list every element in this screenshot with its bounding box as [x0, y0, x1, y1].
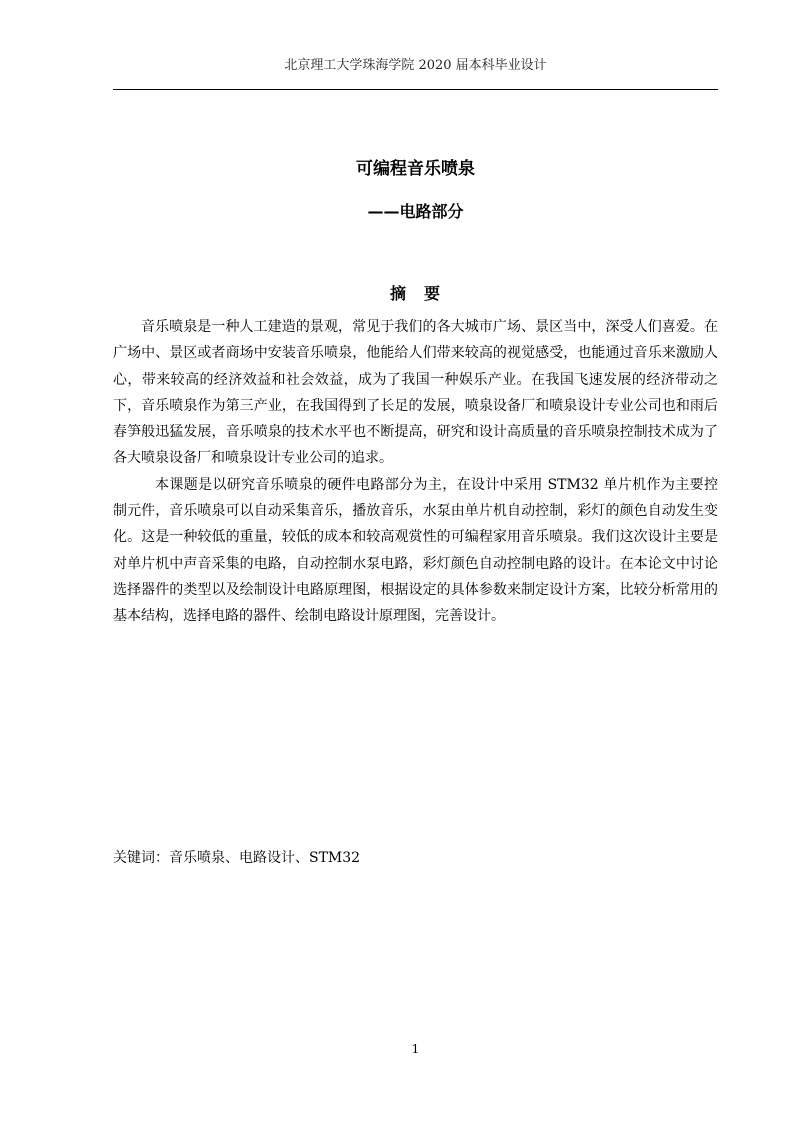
- abstract-body: [113, 314, 718, 630]
- keywords-line: 关键词：音乐喷泉、电路设计、STM32: [113, 850, 361, 866]
- abstract-paragraph-1: 音乐喷泉是一种人工建造的景观，常见于我们的各大城市广场、景区当中，深受人们喜爱。在广场中、景区或者商场中安装音乐喷泉，他能给人们带来较高的视觉感受，也能通过音乐来激励人心，带来较高的经济效益和社会效益，成为了我国一种娱乐产业。在我国飞速发展的经济带动之下，音乐喷泉作为第三产业，在我国得到了长足的发展，喷泉设备厂和喷泉设计专业公司也和雨后春笋般迅猛发展，音乐喷泉的技术水平也不断提高，研究和设计高质量的音乐喷泉控制技术成为了各大喷泉设备厂和喷泉设计专业公司的追求。: [113, 319, 718, 467]
- abstract-heading: 摘 要: [389, 284, 441, 303]
- page-number: 1: [411, 1042, 420, 1056]
- header-divider: [113, 89, 718, 90]
- page-header: 北京理工大学珠海学院 2020 届本科毕业设计: [284, 58, 547, 73]
- abstract-paragraph-2: 本课题是以研究音乐喷泉的硬件电路部分为主，在设计中采用 STM32 单片机作为主要控制元件，音乐喷泉可以自动采集音乐，播放音乐，水泵由单片机自动控制，彩灯的颜色自动发生变化。这是一种较低的重量，较低的成本和较高观赏性的可编程家用音乐喷泉。我们这次设计主要是对单片机中声音采集的电路，自动控制水泵电路，彩灯颜色自动控制电路的设计。在本论文中讨论选择器件的类型以及绘制设计电路原理图，根据设定的具体参数来制定设计方案，比较分析常用的基本结构，选择电路的器件、绘制电路设计原理图，完善设计。: [113, 476, 718, 625]
- document-title: 可编程音乐喷泉: [356, 159, 475, 179]
- document-subtitle: ——电路部分: [367, 202, 464, 221]
